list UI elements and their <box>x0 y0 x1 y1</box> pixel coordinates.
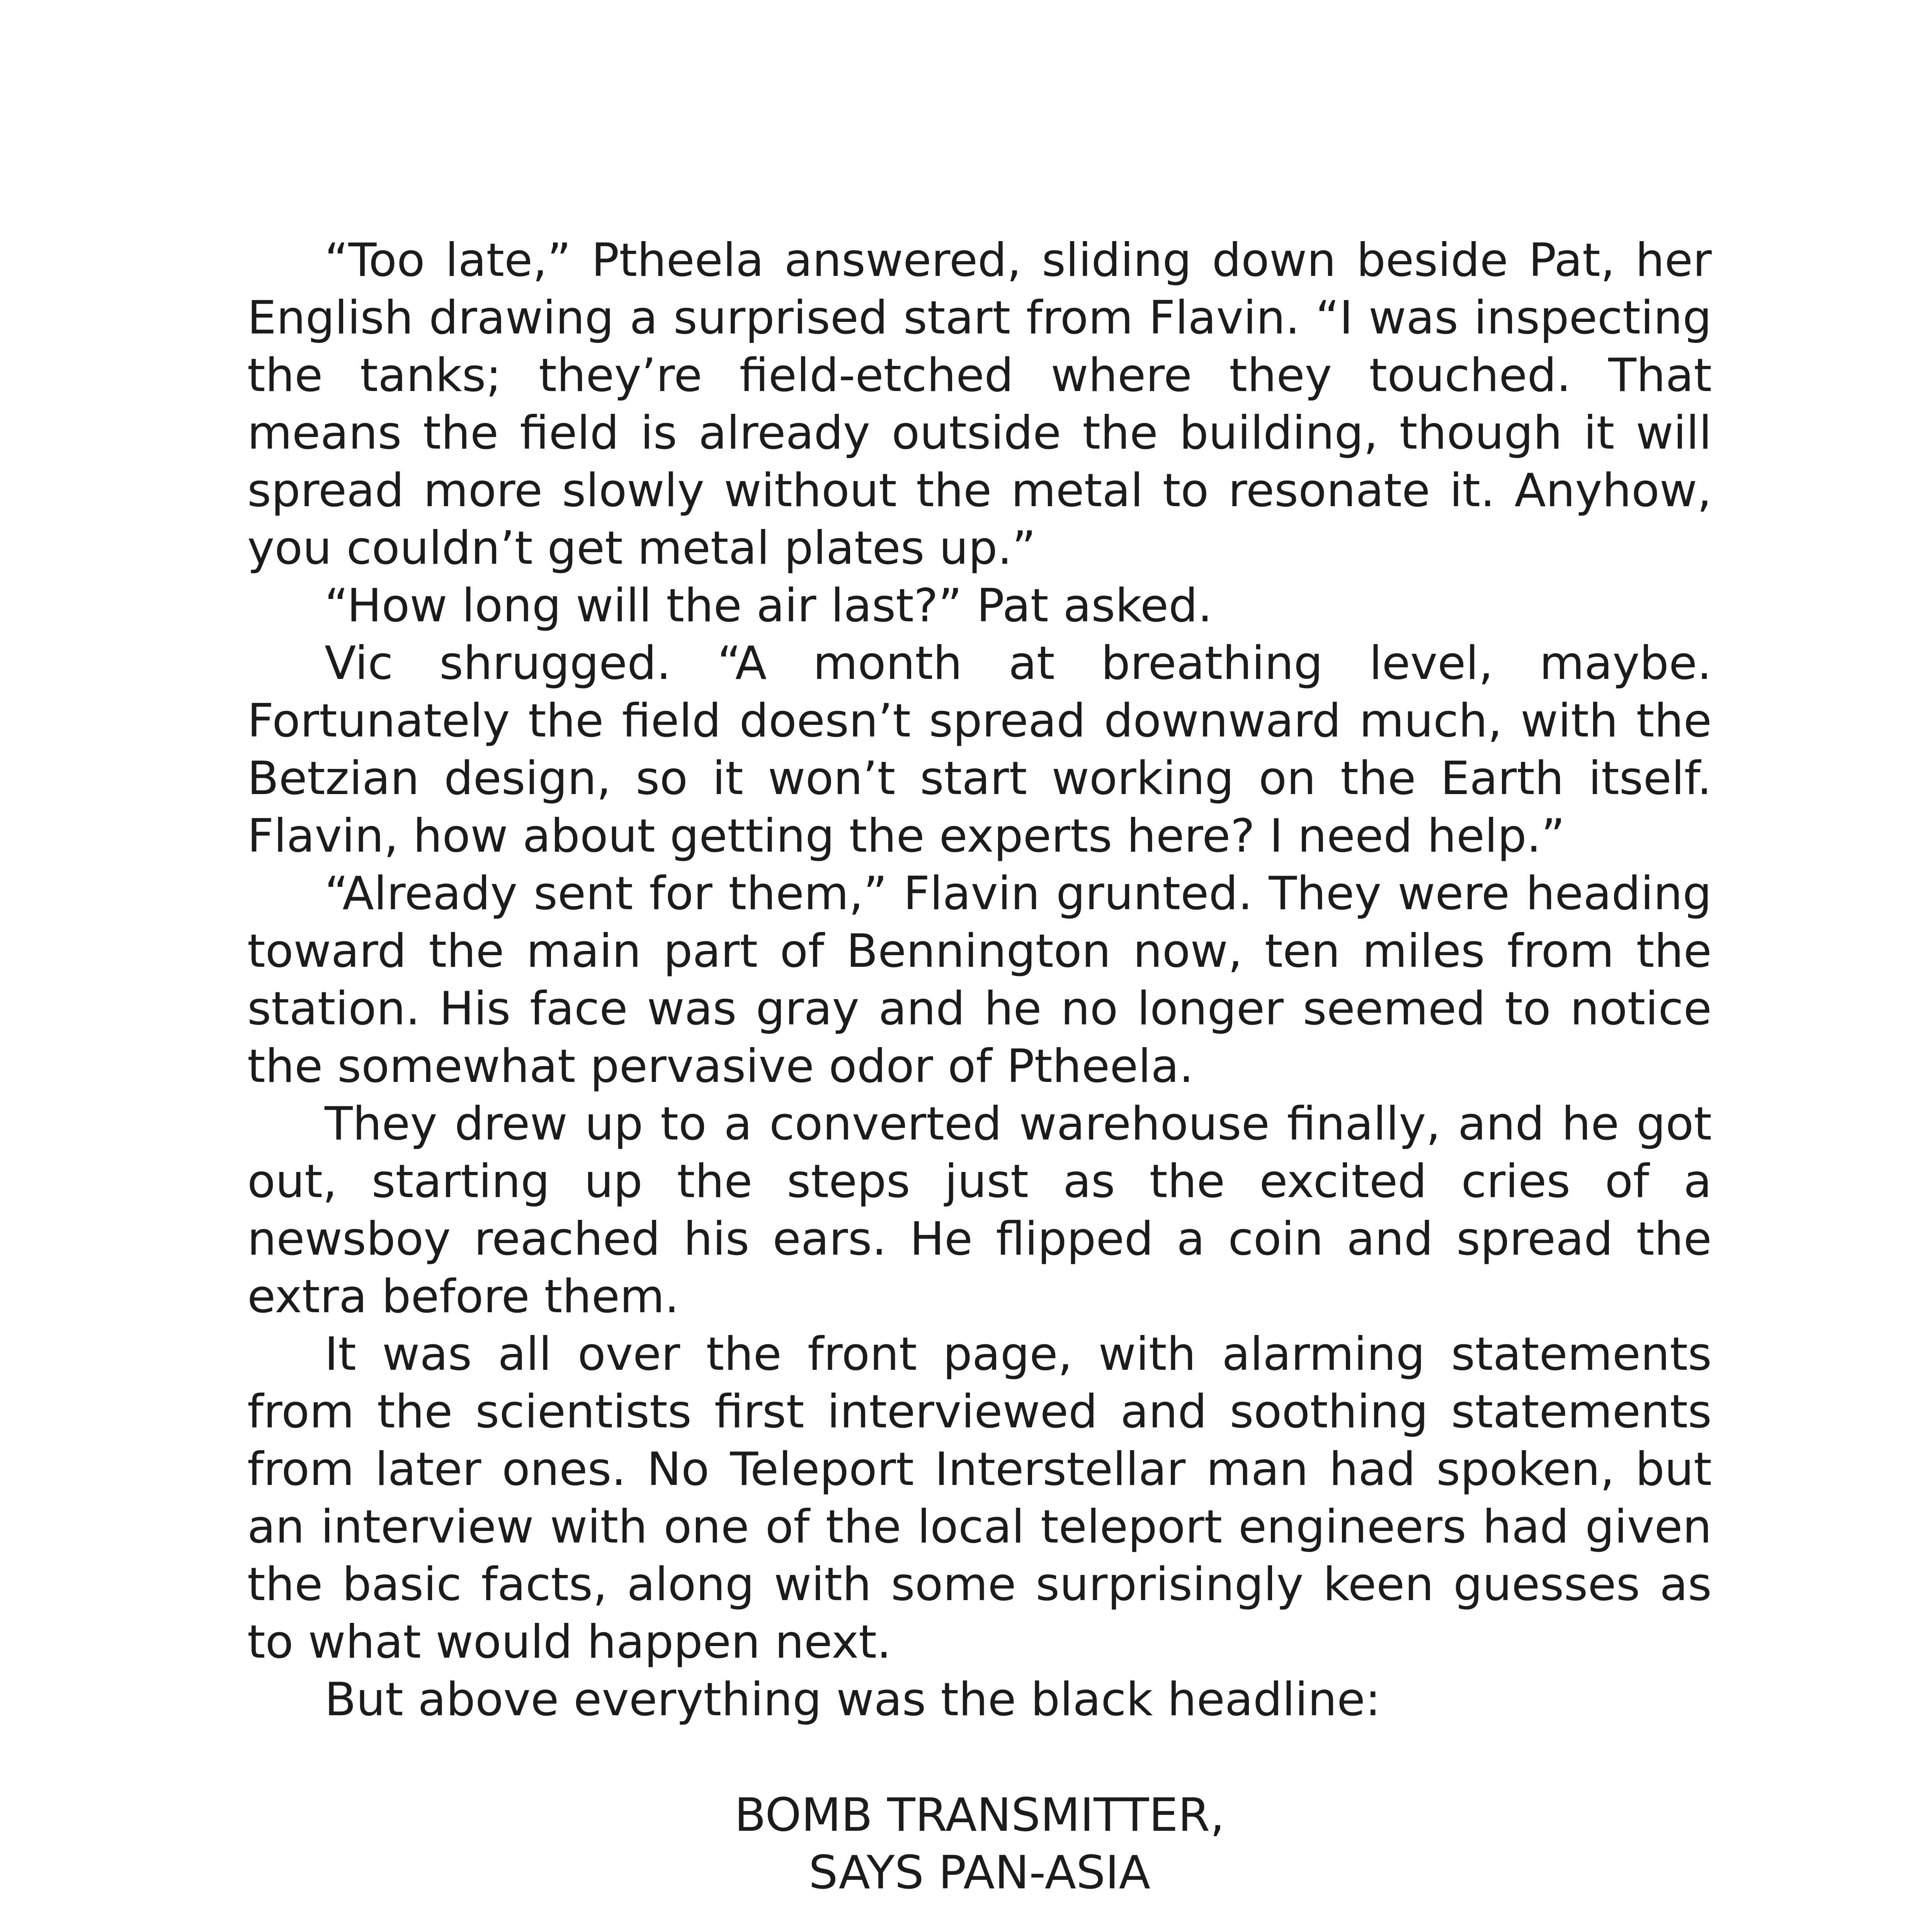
paragraph: Vic shrugged. “A month at breathing level, maybe. Fortunately the field doesn’t spread downward much, with the Betzian design, so it won’t start working on the Earth itself. Flavin, how about getting the experts here? I need help.” <box>247 637 1712 863</box>
paragraph: “Too late,” Ptheela answered, sliding down beside Pat, her English drawing a surprised start from Flavin. “I was inspecting the tanks; they’re field-etched where they touched. That means the field is already outside the building, though it will spread more slowly without the metal to resonate it. Anyhow, you couldn’t get metal plates up.” <box>247 234 1712 575</box>
paragraph: They drew up to a converted warehouse finally, and he got out, starting up the steps just as the excited cries of a newsboy reached his ears. He flipped a coin and spread the extra before them. <box>247 1097 1712 1323</box>
paragraph: “How long will the air last?” Pat asked. <box>325 579 1213 633</box>
newspaper-headline <box>247 1787 1712 1902</box>
paragraph: But above everything was the black headline: <box>325 1673 1381 1726</box>
page-body <box>247 232 1712 1932</box>
headline-line-2: SAYS PAN-ASIA <box>808 1846 1151 1900</box>
headline-line-1: BOMB TRANSMITTER, <box>734 1789 1225 1842</box>
paragraph: “Already sent for them,” Flavin grunted. They were heading toward the main part of Bennington now, ten miles from the station. His face was gray and he no longer seemed to notice the somewhat pervasive odor of Ptheela. <box>247 867 1712 1093</box>
paragraph: It was all over the front page, with alarming statements from the scientists first interviewed and soothing statements from later ones. No Teleport Interstellar man had spoken, but an interview with one of the local teleport engineers had given the basic facts, along with some surprisingly keen guesses as to what would happen next. <box>247 1328 1712 1669</box>
